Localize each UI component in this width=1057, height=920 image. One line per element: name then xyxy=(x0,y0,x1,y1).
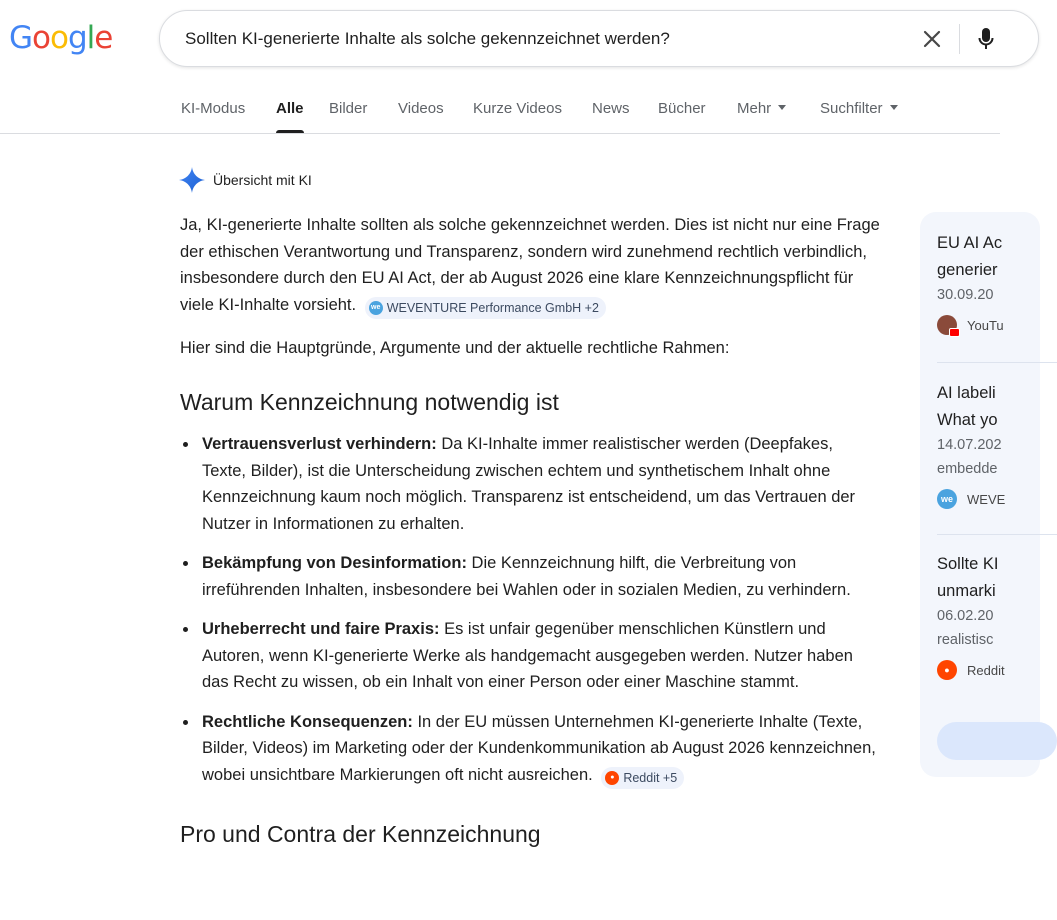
tab-videos[interactable]: Videos xyxy=(398,100,444,117)
tab-news[interactable]: News xyxy=(592,100,630,117)
tab-ki-modus[interactable]: KI-Modus xyxy=(181,100,246,117)
source-card-date: 14.07.202 xyxy=(937,437,1002,453)
source-chip[interactable] xyxy=(365,297,606,319)
tab-mehr[interactable] xyxy=(737,100,786,117)
divider xyxy=(937,534,1057,535)
source-card-source xyxy=(937,489,1057,509)
source-name: WEVE xyxy=(967,491,1006,507)
section-heading: Pro und Contra der Kennzeichnung xyxy=(180,820,541,847)
list-item-text: In der EU müssen Unternehmen KI-generierte Inhalte (Texte, Bilder, Videos) im Marketing oder der Kundenkommunikation ab August 2026 kennzeichnen, wobei unsichtbare Markierungen oft nicht ausreichen. xyxy=(202,712,876,784)
source-card-title: Sollte KI xyxy=(937,555,999,573)
logo-letter: l xyxy=(86,20,95,56)
list-item-title: Urheberrecht und faire Praxis: xyxy=(202,620,440,638)
list-item-text: Es ist unfair gegenüber menschlichen Künstlern und Autoren, wenn KI-generierte Werke als handgemacht ausgegeben werden. Nutzer haben das Recht zu wissen, ob ein Inhalt von einer Person oder einer Maschine stammt. xyxy=(202,620,853,691)
tab-buecher[interactable]: Bücher xyxy=(658,100,706,117)
source-card[interactable] xyxy=(937,230,1057,335)
list-item-title: Bekämpfung von Desinformation: xyxy=(202,554,467,572)
list-item-title: Vertrauensverlust verhindern: xyxy=(202,435,437,453)
logo-letter: o xyxy=(32,20,50,56)
list-item xyxy=(202,616,880,696)
tab-mehr-label: Mehr xyxy=(737,100,772,117)
ai-overview-header xyxy=(179,167,312,193)
source-card-title: What yo xyxy=(937,410,998,429)
source-card-source xyxy=(937,315,1057,335)
reddit-icon: ● xyxy=(605,771,619,785)
source-card-date: 06.02.20 xyxy=(937,608,994,624)
chevron-down-icon xyxy=(890,105,898,110)
source-card-title: generier xyxy=(937,260,998,279)
source-card[interactable] xyxy=(937,380,1057,509)
chevron-down-icon xyxy=(778,105,786,110)
source-chip-label: WEVENTURE Performance GmbH +2 xyxy=(386,300,599,315)
lead-paragraph: Hier sind die Hauptgründe, Argumente und der aktuelle rechtliche Rahmen: xyxy=(180,338,730,357)
list-item xyxy=(202,709,880,789)
source-card-title: unmarki xyxy=(937,581,996,600)
mic-icon xyxy=(978,27,994,51)
logo-letter: g xyxy=(67,20,87,56)
voice-search-button[interactable] xyxy=(972,24,1000,54)
reddit-icon: ● xyxy=(937,660,957,680)
list-item xyxy=(202,550,880,603)
source-chip[interactable] xyxy=(601,767,684,789)
gemini-sparkle-icon xyxy=(179,167,205,193)
source-card-snippet: realistisc xyxy=(937,632,994,648)
clear-search-button[interactable] xyxy=(918,25,946,53)
tab-suchfilter[interactable] xyxy=(820,100,898,117)
ai-overview-title: Übersicht mit KI xyxy=(213,172,312,188)
search-tabs xyxy=(0,88,1000,134)
list-item-title: Rechtliche Konsequenzen: xyxy=(202,712,413,731)
source-card-title: EU AI Ac xyxy=(937,234,1003,252)
source-name: Reddit xyxy=(967,662,1005,678)
search-divider xyxy=(959,24,960,54)
logo-letter: e xyxy=(94,20,113,56)
tab-bilder[interactable]: Bilder xyxy=(329,100,368,117)
source-card-snippet: embedde xyxy=(937,461,998,477)
source-card-title: AI labeli xyxy=(937,384,996,402)
source-card-date: 30.09.20 xyxy=(937,287,994,303)
logo-letter: o xyxy=(50,20,68,56)
reasons-list xyxy=(180,431,880,789)
list-item-text: Da KI-Inhalte immer realistischer werden (Deepfakes, Texte, Bilder), ist die Unterscheidung zwischen echtem und synthetischem Inhalt ohne Kennzeichnung kaum noch möglich. Transparenz ist entscheidend, um das Vertrauen der Nutzer in Informationen zu erhalten. xyxy=(202,435,856,533)
show-all-button[interactable] xyxy=(937,722,1057,760)
section-heading: Warum Kennzeichnung notwendig ist xyxy=(180,389,559,415)
list-item xyxy=(202,431,880,537)
intro-paragraph xyxy=(180,212,880,319)
intro-text: Ja, KI-generierte Inhalte sollten als solche gekennzeichnet werden. Dies ist nicht nur eine Frage der ethischen Verantwortung und Transparenz, sondern wird zunehmend rechtlich verbindlich, insbesondere durch den EU AI Act, der ab August 2026 eine klare Kennzeichnungspflicht für viele KI-Inhalte vorsieht. xyxy=(180,216,880,314)
search-box[interactable] xyxy=(159,10,1039,67)
source-chip-label: Reddit +5 xyxy=(623,770,678,785)
tab-suchfilter-label: Suchfilter xyxy=(820,100,883,117)
divider xyxy=(937,362,1057,363)
google-logo[interactable] xyxy=(9,20,112,56)
list-item-text: Die Kennzeichnung hilft, die Verbreitung von irreführenden Inhalten, insbesondere bei Wahlen oder in sozialen Medien, zu verhindern. xyxy=(202,554,851,599)
weventure-icon: we xyxy=(369,301,383,315)
source-card-source xyxy=(937,660,1057,680)
youtube-avatar-icon xyxy=(937,315,957,335)
sources-panel xyxy=(920,212,1040,777)
search-input[interactable]: Sollten KI-generierte Inhalte als solche gekennzeichnet werden? xyxy=(185,29,670,48)
tab-kurze-videos[interactable]: Kurze Videos xyxy=(473,100,562,117)
tab-alle[interactable]: Alle xyxy=(276,100,304,117)
logo-letter: G xyxy=(9,20,33,56)
close-icon xyxy=(922,29,942,49)
ai-overview-content xyxy=(180,212,880,863)
source-name: YouTu xyxy=(967,317,1004,333)
weventure-icon: we xyxy=(937,489,957,509)
source-card[interactable] xyxy=(937,551,1057,680)
